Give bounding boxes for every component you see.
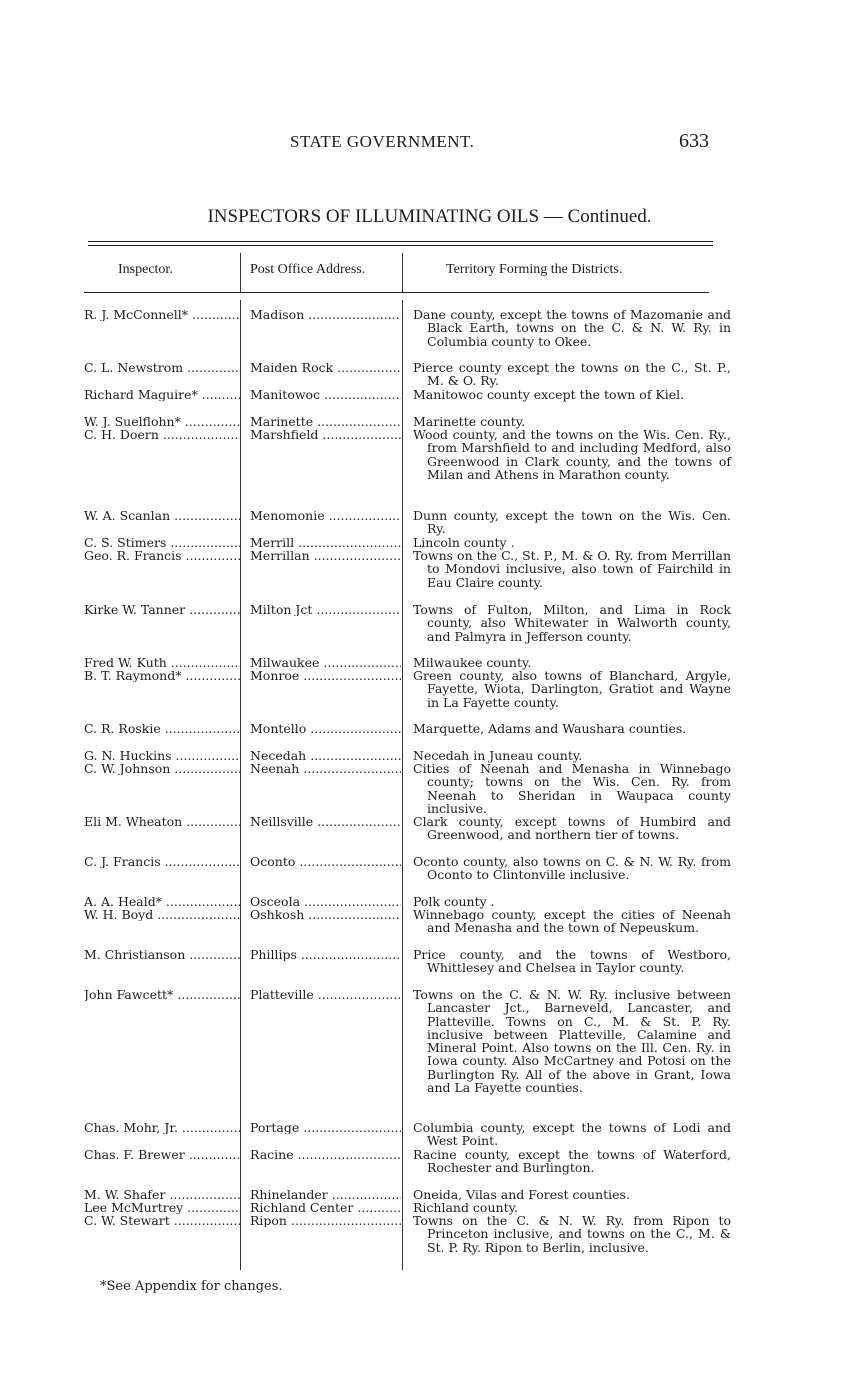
post-office-address: Manitowoc ..... <box>250 388 401 401</box>
post-office-address: Phillips ..... <box>250 948 401 961</box>
inspector-name: C. R. Roskie ..... <box>84 722 240 735</box>
inspector-name: C. W. Johnson ..... <box>84 762 240 775</box>
column-divider-1-head <box>240 253 241 293</box>
inspector-name: Geo. R. Francis ..... <box>84 549 240 562</box>
inspector-name: G. N. Huckins ..... <box>84 749 240 762</box>
territory-text: Columbia county, except the towns of Lodi and West Point. <box>413 1120 731 1149</box>
top-rule <box>88 241 713 242</box>
territory-text: Marquette, Adams and Waushara counties. <box>413 721 687 736</box>
post-office-address: Neillsville ..... <box>250 815 401 828</box>
post-office-address: Oconto ..... <box>250 855 401 868</box>
territory-text: Lincoln county . <box>413 535 515 550</box>
inspector-name: W. H. Boyd ..... <box>84 908 240 921</box>
inspector-name: C. L. Newstrom ..... <box>84 361 240 374</box>
inspector-name: R. J. McConnell* ..... <box>84 308 240 321</box>
post-office-address: Maiden Rock ..... <box>250 361 401 374</box>
inspector-name: Lee McMurtrey ..... <box>84 1201 240 1214</box>
post-office-address: Montello ..... <box>250 722 401 735</box>
column-header-inspector: Inspector. <box>118 262 173 277</box>
inspector-name: Chas. F. Brewer ..... <box>84 1148 240 1161</box>
territory-text: Towns on the C. & N. W. Ry. inclusive between Lancaster Jct., Barneveld, Lancaster, and Platteville. Towns on C., M. & St. P. Ry. inclusive between Platteville, Calamine and Mineral Point. Also towns on the Ill. Cen. Ry. in Iowa county. Also McCartney and Potosi on the Burlington Ry. All of the above in Grant, Iowa and La Fayette counties. <box>413 987 731 1096</box>
inspector-name: C. W. Stewart ..... <box>84 1214 240 1227</box>
inspector-name: Richard Maguire* ..... <box>84 388 240 401</box>
running-head <box>0 132 859 156</box>
territory-text: Richland county. <box>413 1200 518 1215</box>
inspector-name: C. S. Stimers ..... <box>84 536 240 549</box>
territory-text: Towns of Fulton, Milton, and Lima in Rock county, also Whitewater in Walworth county, and Palmyra in Jefferson county. <box>413 602 731 644</box>
post-office-address: Milton Jct ..... <box>250 603 401 616</box>
inspector-name: M. W. Shafer ..... <box>84 1188 240 1201</box>
post-office-address: Ripon ..... <box>250 1214 401 1227</box>
inspector-name: A. A. Heald* ..... <box>84 895 240 908</box>
post-office-address: Marinette ..... <box>250 415 401 428</box>
post-office-address: Menomonie ..... <box>250 509 401 522</box>
column-divider-1 <box>240 300 241 1270</box>
column-divider-2 <box>402 300 403 1270</box>
post-office-address: Racine ..... <box>250 1148 401 1161</box>
post-office-address: Rhinelander ..... <box>250 1188 401 1201</box>
table-title: INSPECTORS OF ILLUMINATING OILS — Continued. <box>207 206 652 227</box>
territory-text: Towns on the C. & N. W. Ry. from Ripon to Princeton inclusive, and towns on the C., M. & St. P. Ry. Ripon to Berlin, inclusive. <box>413 1213 731 1255</box>
territory-text: Pierce county except the towns on the C., St. P., M. & O. Ry. <box>413 360 731 389</box>
territory-text: Winnebago county, except the cities of Neenah and Menasha and the town of Nepeuskum. <box>413 907 731 936</box>
post-office-address: Neenah ..... <box>250 762 401 775</box>
post-office-address: Merrillan ..... <box>250 549 401 562</box>
territory-text: Racine county, except the towns of Waterford, Rochester and Burlington. <box>413 1147 731 1176</box>
inspector-name: W. J. Suelflohn* ..... <box>84 415 240 428</box>
post-office-address: Marshfield ..... <box>250 428 401 441</box>
post-office-address: Merrill ..... <box>250 536 401 549</box>
inspector-name: W. A. Scanlan ..... <box>84 509 240 522</box>
territory-text: Manitowoc county except the town of Kiel. <box>413 387 685 402</box>
territory-text: Dane county, except the towns of Mazomanie and Black Earth, towns on the C. & N. W. Ry. in Columbia county to Okee. <box>413 307 731 349</box>
page-number: 633 <box>679 130 709 152</box>
territory-text: Towns on the C., St. P., M. & O. Ry. from Merrillan to Mondovi inclusive, also town of Fairchild in Eau Claire county. <box>413 548 731 590</box>
top-rule-inner <box>88 245 713 246</box>
post-office-address: Platteville ..... <box>250 988 401 1001</box>
inspector-name: M. Christianson ..... <box>84 948 240 961</box>
column-divider-2-head <box>402 253 403 293</box>
inspector-name: C. H. Doern ..... <box>84 428 240 441</box>
inspector-name: John Fawcett* ..... <box>84 988 240 1001</box>
territory-text: Necedah in Juneau county. <box>413 748 583 763</box>
territory-text: Marinette county. <box>413 414 526 429</box>
running-title: STATE GOVERNMENT. <box>290 132 475 151</box>
inspector-name: Chas. Mohr, Jr. ..... <box>84 1121 240 1134</box>
post-office-address: Necedah ..... <box>250 749 401 762</box>
post-office-address: Richland Center ..... <box>250 1201 401 1214</box>
territory-text: Dunn county, except the town on the Wis. Cen. Ry. <box>413 508 731 537</box>
territory-text: Cities of Neenah and Menasha in Winnebago county; towns on the Wis. Cen. Ry. from Neenah to Sheridan in Waupaca county inclusive. <box>413 761 731 816</box>
territory-text: Polk county . <box>413 894 495 909</box>
post-office-address: Monroe ..... <box>250 669 401 682</box>
inspector-name: Fred W. Kuth ..... <box>84 656 240 669</box>
territory-text: Wood county, and the towns on the Wis. Cen. Ry., from Marshfield to and including Medford, also Greenwood in Clark county, and the towns of Milan and Athens in Marathon county. <box>413 427 731 482</box>
territory-text: Oconto county, also towns on C. & N. W. Ry. from Oconto to Clintonville inclusive. <box>413 854 731 883</box>
territory-text: Green county, also towns of Blanchard, Argyle, Fayette, Wiota, Darlington, Gratiot and Wayne in La Fayette county. <box>413 668 731 710</box>
inspector-name: C. J. Francis ..... <box>84 855 240 868</box>
post-office-address: Oshkosh ..... <box>250 908 401 921</box>
inspector-name: Eli M. Wheaton ..... <box>84 815 240 828</box>
header-rule <box>84 292 709 293</box>
inspector-name: B. T. Raymond* ..... <box>84 669 240 682</box>
territory-text: Clark county, except towns of Humbird and Greenwood, and northern tier of towns. <box>413 814 731 843</box>
post-office-address: Osceola ..... <box>250 895 401 908</box>
post-office-address: Portage ..... <box>250 1121 401 1134</box>
post-office-address: Madison ..... <box>250 308 401 321</box>
territory-text: Milwaukee county. <box>413 655 532 670</box>
inspector-name: Kirke W. Tanner ..... <box>84 603 240 616</box>
column-header-post-office: Post Office Address. <box>250 262 366 277</box>
territory-text: Price county, and the towns of Westboro, Whittlesey and Chelsea in Taylor county. <box>413 947 731 976</box>
territory-text: Oneida, Vilas and Forest counties. <box>413 1187 630 1202</box>
post-office-address: Milwaukee ..... <box>250 656 401 669</box>
footnote: *See Appendix for changes. <box>100 1279 283 1294</box>
column-header-territory: Territory Forming the Districts. <box>446 262 623 277</box>
